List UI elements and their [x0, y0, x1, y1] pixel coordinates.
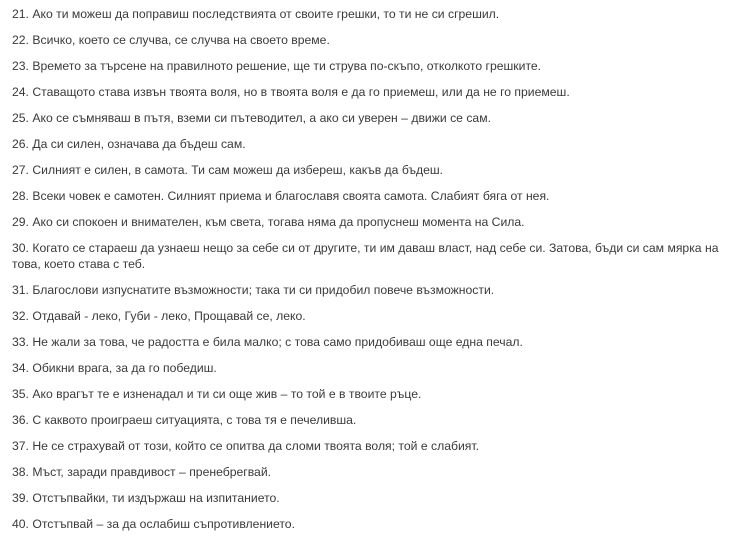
item-number: 33.	[12, 335, 29, 349]
item-text: Не се страхувай от този, който се опитва да сломи твоята воля; той е слабият.	[32, 439, 479, 453]
item-text: Отстъпвай – за да ослабиш съпротивлението.	[32, 517, 295, 531]
item-text: С каквото проиграеш ситуацията, с това тя е печеливша.	[32, 413, 357, 427]
item-number: 39.	[12, 491, 29, 505]
item-text: Обикни врага, за да го победиш.	[32, 361, 217, 375]
item-text: Отстъпвайки, ти издържаш на изпитанието.	[32, 491, 280, 505]
list-item	[12, 110, 722, 126]
item-text: Ако врагът те е изненадал и ти си още жив – то той е в твоите ръце.	[32, 387, 422, 401]
item-text: Ако се съмняваш в пътя, вземи си пътеводител, а ако си уверен – движи се сам.	[32, 111, 491, 125]
item-number: 32.	[12, 309, 29, 323]
list-item	[12, 6, 722, 22]
list-item	[12, 214, 722, 230]
item-text: Времето за търсене на правилното решение, ще ти струва по-скъпо, отколкото грешките.	[32, 59, 542, 73]
item-number: 24.	[12, 85, 29, 99]
item-number: 31.	[12, 283, 29, 297]
item-number: 36.	[12, 413, 29, 427]
item-text: Всеки човек е самотен. Силният приема и благославя своята самота. Слабият бяга от нея.	[32, 189, 550, 203]
item-number: 37.	[12, 439, 29, 453]
item-text: Всичко, което се случва, се случва на своето време.	[32, 33, 330, 47]
list-item	[12, 282, 722, 298]
list-item	[12, 32, 722, 48]
quote-list	[12, 6, 722, 542]
item-number: 26.	[12, 137, 29, 151]
item-text: Благослови изпуснатите възможности; така ти си придобил повече възможности.	[32, 283, 495, 297]
item-number: 28.	[12, 189, 29, 203]
list-item	[12, 58, 722, 74]
list-item	[12, 360, 722, 376]
item-number: 40.	[12, 517, 29, 531]
list-item	[12, 136, 722, 152]
item-number: 22.	[12, 33, 29, 47]
list-item	[12, 386, 722, 402]
item-number: 30.	[12, 241, 29, 255]
item-text: Отдавай - леко, Губи - леко, Прощавай се, леко.	[32, 309, 306, 323]
item-number: 21.	[12, 7, 29, 21]
list-item	[12, 162, 722, 178]
item-number: 27.	[12, 163, 29, 177]
list-item	[12, 490, 722, 506]
item-number: 38.	[12, 465, 29, 479]
item-number: 34.	[12, 361, 29, 375]
list-item	[12, 516, 722, 532]
item-text: Да си силен, означава да бъдеш сам.	[32, 137, 246, 151]
list-item	[12, 84, 722, 100]
item-number: 25.	[12, 111, 29, 125]
list-item	[12, 438, 722, 454]
item-text: Не жали за това, че радостта е била малко; с това само придобиваш още една печал.	[32, 335, 523, 349]
item-text: Мъст, заради правдивост – пренебрегвай.	[32, 465, 272, 479]
list-item	[12, 240, 722, 272]
item-number: 35.	[12, 387, 29, 401]
list-item	[12, 412, 722, 428]
item-text: Ако си спокоен и внимателен, към света, тогава няма да пропуснеш момента на Сила.	[32, 215, 525, 229]
list-item	[12, 308, 722, 324]
item-number: 29.	[12, 215, 29, 229]
item-text: Силният е силен, в самота. Ти сам можеш да избереш, какъв да бъдеш.	[32, 163, 444, 177]
list-item	[12, 188, 722, 204]
item-text: Когато се стараеш да узнаеш нещо за себе си от другите, ти им даваш власт, над себе си. Затова, бъди си сам мярка на това, което става с теб.	[12, 241, 719, 271]
item-text: Ставащото става извън твоята воля, но в твоята воля е да го приемеш, или да не го приемеш.	[32, 85, 570, 99]
list-item	[12, 464, 722, 480]
item-number: 23.	[12, 59, 29, 73]
item-text: Ако ти можеш да поправиш последствията от своите грешки, то ти не си сгрешил.	[32, 7, 500, 21]
list-item	[12, 334, 722, 350]
